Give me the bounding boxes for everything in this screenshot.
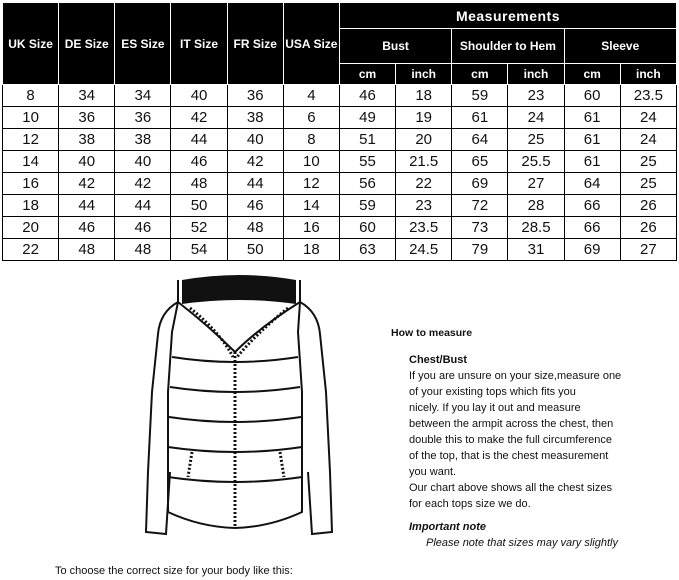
- table-cell: 27: [508, 173, 564, 195]
- important-note-title: Important note: [409, 521, 486, 533]
- table-cell: 12: [283, 173, 339, 195]
- unit-header: cm: [452, 64, 508, 85]
- size-header: UK Size: [3, 3, 59, 85]
- table-cell: 42: [115, 173, 171, 195]
- table-cell: 8: [283, 129, 339, 151]
- size-chart-table: [2, 2, 677, 261]
- table-cell: 26: [620, 195, 676, 217]
- table-cell: 10: [3, 107, 59, 129]
- table-cell: 18: [283, 239, 339, 261]
- table-cell: 38: [227, 107, 283, 129]
- table-cell: 26: [620, 217, 676, 239]
- table-cell: 36: [59, 107, 115, 129]
- size-header: DE Size: [59, 3, 115, 85]
- table-cell: 49: [339, 107, 395, 129]
- table-cell: 16: [3, 173, 59, 195]
- table-cell: 14: [283, 195, 339, 217]
- table-cell: 42: [227, 151, 283, 173]
- unit-header: cm: [339, 64, 395, 85]
- table-cell: 38: [59, 129, 115, 151]
- table-cell: 61: [452, 107, 508, 129]
- table-cell: 16: [283, 217, 339, 239]
- table-cell: 22: [3, 239, 59, 261]
- table-cell: 46: [59, 217, 115, 239]
- table-cell: 46: [227, 195, 283, 217]
- table-row: [3, 129, 677, 151]
- table-cell: 28.5: [508, 217, 564, 239]
- table-cell: 18: [396, 85, 452, 107]
- table-cell: 25: [620, 151, 676, 173]
- table-cell: 34: [59, 85, 115, 107]
- table-cell: 64: [452, 129, 508, 151]
- table-cell: 36: [115, 107, 171, 129]
- table-cell: 40: [171, 85, 227, 107]
- table-cell: 19: [396, 107, 452, 129]
- table-cell: 46: [339, 85, 395, 107]
- table-row: [3, 217, 677, 239]
- table-cell: 48: [171, 173, 227, 195]
- instruction-line: of the top, that is the chest measurement: [409, 450, 609, 462]
- table-cell: 61: [564, 129, 620, 151]
- table-cell: 55: [339, 151, 395, 173]
- table-row: [3, 85, 677, 107]
- table-cell: 48: [59, 239, 115, 261]
- table-cell: 44: [115, 195, 171, 217]
- table-cell: 56: [339, 173, 395, 195]
- important-note-text: Please note that sizes may vary slightly: [426, 537, 618, 549]
- table-cell: 61: [564, 107, 620, 129]
- group-header: Shoulder to Hem: [452, 29, 564, 64]
- table-cell: 14: [3, 151, 59, 173]
- instruction-line: you want.: [409, 466, 457, 478]
- how-to-measure-title: How to measure: [391, 327, 473, 339]
- table-cell: 69: [564, 239, 620, 261]
- instruction-line: nicely. If you lay it out and measure: [409, 402, 581, 414]
- table-cell: 46: [115, 217, 171, 239]
- table-cell: 36: [227, 85, 283, 107]
- table-cell: 42: [171, 107, 227, 129]
- size-header: FR Size: [227, 3, 283, 85]
- chest-bust-heading: Chest/Bust: [409, 354, 468, 366]
- table-cell: 42: [59, 173, 115, 195]
- table-cell: 40: [227, 129, 283, 151]
- group-header: Bust: [339, 29, 451, 64]
- size-header: ES Size: [115, 3, 171, 85]
- unit-header: inch: [508, 64, 564, 85]
- table-cell: 60: [339, 217, 395, 239]
- table-cell: 50: [171, 195, 227, 217]
- table-cell: 44: [59, 195, 115, 217]
- table-cell: 64: [564, 173, 620, 195]
- table-cell: 44: [171, 129, 227, 151]
- table-cell: 25: [508, 129, 564, 151]
- table-row: [3, 239, 677, 261]
- table-cell: 22: [396, 173, 452, 195]
- table-cell: 24.5: [396, 239, 452, 261]
- instruction-line: If you are unsure on your size,measure one: [409, 370, 622, 382]
- table-cell: 27: [620, 239, 676, 261]
- table-cell: 69: [452, 173, 508, 195]
- table-cell: 61: [564, 151, 620, 173]
- table-cell: 24: [620, 129, 676, 151]
- table-cell: 20: [396, 129, 452, 151]
- table-cell: 18: [3, 195, 59, 217]
- table-cell: 48: [227, 217, 283, 239]
- instruction-line: Our chart above shows all the chest sizes: [409, 482, 612, 494]
- instruction-line: for each tops size we do.: [409, 498, 531, 510]
- table-cell: 23.5: [396, 217, 452, 239]
- table-cell: 24: [620, 107, 676, 129]
- instruction-line: between the armpit across the chest, then: [409, 418, 614, 430]
- table-cell: 66: [564, 217, 620, 239]
- table-cell: 8: [3, 85, 59, 107]
- table-cell: 72: [452, 195, 508, 217]
- table-cell: 21.5: [396, 151, 452, 173]
- table-cell: 59: [339, 195, 395, 217]
- unit-header: inch: [396, 64, 452, 85]
- table-row: [3, 151, 677, 173]
- table-cell: 6: [283, 107, 339, 129]
- table-cell: 20: [3, 217, 59, 239]
- size-header: IT Size: [171, 3, 227, 85]
- table-row: [3, 173, 677, 195]
- table-row: [3, 107, 677, 129]
- jacket-illustration: [130, 272, 340, 562]
- bottom-instruction: To choose the correct size for your body like this:: [55, 565, 293, 577]
- table-cell: 48: [115, 239, 171, 261]
- table-cell: 54: [171, 239, 227, 261]
- table-cell: 51: [339, 129, 395, 151]
- table-cell: 4: [283, 85, 339, 107]
- table-cell: 34: [115, 85, 171, 107]
- table-cell: 60: [564, 85, 620, 107]
- chest-bust-instructions: [409, 352, 649, 512]
- table-cell: 73: [452, 217, 508, 239]
- table-cell: 50: [227, 239, 283, 261]
- measurements-header: Measurements: [339, 3, 676, 29]
- table-cell: 46: [171, 151, 227, 173]
- table-cell: 63: [339, 239, 395, 261]
- table-cell: 12: [3, 129, 59, 151]
- table-cell: 44: [227, 173, 283, 195]
- table-cell: 40: [115, 151, 171, 173]
- table-cell: 25.5: [508, 151, 564, 173]
- table-cell: 23: [396, 195, 452, 217]
- table-cell: 25: [620, 173, 676, 195]
- unit-header: inch: [620, 64, 676, 85]
- table-cell: 52: [171, 217, 227, 239]
- group-header: Sleeve: [564, 29, 676, 64]
- size-header: USA Size: [283, 3, 339, 85]
- table-cell: 31: [508, 239, 564, 261]
- table-row: [3, 195, 677, 217]
- table-cell: 28: [508, 195, 564, 217]
- table-cell: 23: [508, 85, 564, 107]
- table-cell: 66: [564, 195, 620, 217]
- table-cell: 79: [452, 239, 508, 261]
- table-cell: 10: [283, 151, 339, 173]
- table-cell: 59: [452, 85, 508, 107]
- table-cell: 23.5: [620, 85, 676, 107]
- table-cell: 24: [508, 107, 564, 129]
- instruction-line: of your existing tops which fits you: [409, 386, 576, 398]
- table-cell: 40: [59, 151, 115, 173]
- unit-header: cm: [564, 64, 620, 85]
- table-cell: 65: [452, 151, 508, 173]
- table-cell: 38: [115, 129, 171, 151]
- instruction-line: double this to make the full circumference: [409, 434, 612, 446]
